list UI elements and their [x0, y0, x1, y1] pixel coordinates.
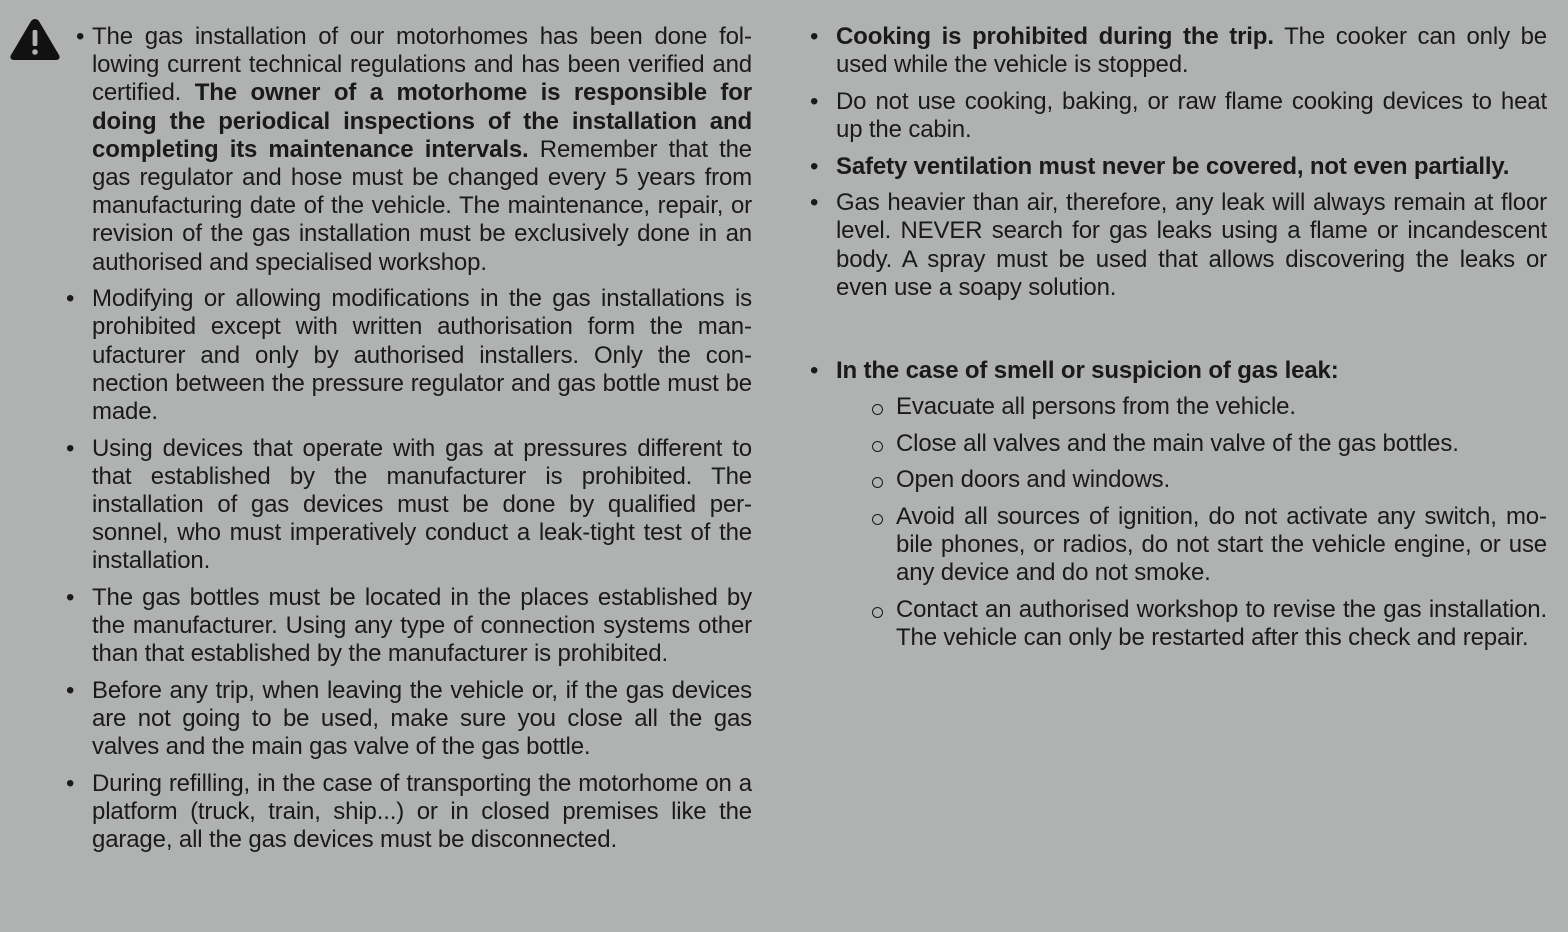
- sub-list-item: Open doors and windows.: [870, 466, 1547, 494]
- item-text: Gas heavier than air, therefore, any leak will always remain at floor level. NEVER search for gas leaks using a flame or incandescent body. A spray must be used that allows discovering the leaks or even use a soapy solution.: [836, 189, 1547, 301]
- item-bold-text: In the case of smell or suspicion of gas leak:: [836, 357, 1339, 384]
- sub-list-item: Contact an authorised workshop to revise the gas installation. The vehicle can only be restarted after this check and repair.: [870, 596, 1547, 652]
- gas-leak-sub-list: [870, 393, 1547, 652]
- sub-list-item: Avoid all sources of ignition, do not activate any switch, mobile phones, or radios, do not start the vehicle engine, or use any device and do not smoke.: [870, 503, 1547, 588]
- sub-list-item: Close all valves and the main valve of the gas bottles.: [870, 430, 1547, 458]
- right-column: [810, 23, 1547, 661]
- left-column: [66, 23, 752, 863]
- list-item: [66, 584, 752, 669]
- item-text: The gas bottles must be located in the places established by the manufacturer. Using any type of connection systems other than that established by the manufacturer is prohibited.: [92, 584, 752, 668]
- list-item: [66, 677, 752, 762]
- list-item: [66, 770, 752, 855]
- list-item: [66, 435, 752, 576]
- list-item: [66, 23, 752, 277]
- list-item: [66, 285, 752, 426]
- item-text: Do not use cooking, baking, or raw flame cooking devices to heat up the cabin.: [836, 87, 1547, 143]
- item-text: During refilling, in the case of transporting the motorhome on a platform (truck, train, ship...) or in closed premises like the garage, all the gas devices must be disconnected.: [92, 770, 752, 854]
- item-bold-text: The owner of a motorhome is responsible for doing the periodical inspections of the installation and completing its maintenance intervals.: [92, 79, 752, 163]
- right-bullet-list: [810, 23, 1547, 652]
- item-bold-text: Cooking is prohibited during the trip.: [836, 23, 1274, 50]
- list-item: [810, 189, 1547, 302]
- sub-list-item: Evacuate all persons from the vehicle.: [870, 393, 1547, 421]
- item-text: Using devices that operate with gas at pressures different to that established by the manufacturer is prohibited. The installation of gas devices must be done by qualified personnel, who must imperatively conduct a leak-tight test of the installation.: [92, 434, 752, 575]
- list-item: [810, 88, 1547, 144]
- list-item: [810, 153, 1547, 181]
- left-bullet-list: [66, 23, 752, 855]
- warning-triangle-icon: [8, 16, 62, 62]
- list-item: [810, 23, 1547, 79]
- item-text: Remember that the gas regulator and hose must be changed every 5 years from manufacturing date of the vehicle. The maintenance, repair, or revision of the gas installation must be exclusively done in an authorised and specialised workshop.: [92, 135, 752, 276]
- item-text: Before any trip, when leaving the vehicle or, if the gas devices are not going to be used, make sure you close all the gas valves and the main gas valve of the gas bottle.: [92, 677, 752, 761]
- item-bold-text: Safety ventilation must never be covered, not even partially.: [836, 152, 1510, 180]
- item-text: Modifying or allowing modifications in the gas installations is prohibited except with written authorisation form the manufacturer and only by authorised installers. Only the connection between the pressure regulator and gas bottle must be made.: [92, 285, 752, 426]
- item-text: The gas installation of our motorhomes has been done following current technical regulations and has been verified and certified.: [92, 23, 752, 107]
- item-text: The cooker can only be used while the vehicle is stopped.: [836, 23, 1548, 79]
- list-item-gas-leak: [810, 357, 1547, 652]
